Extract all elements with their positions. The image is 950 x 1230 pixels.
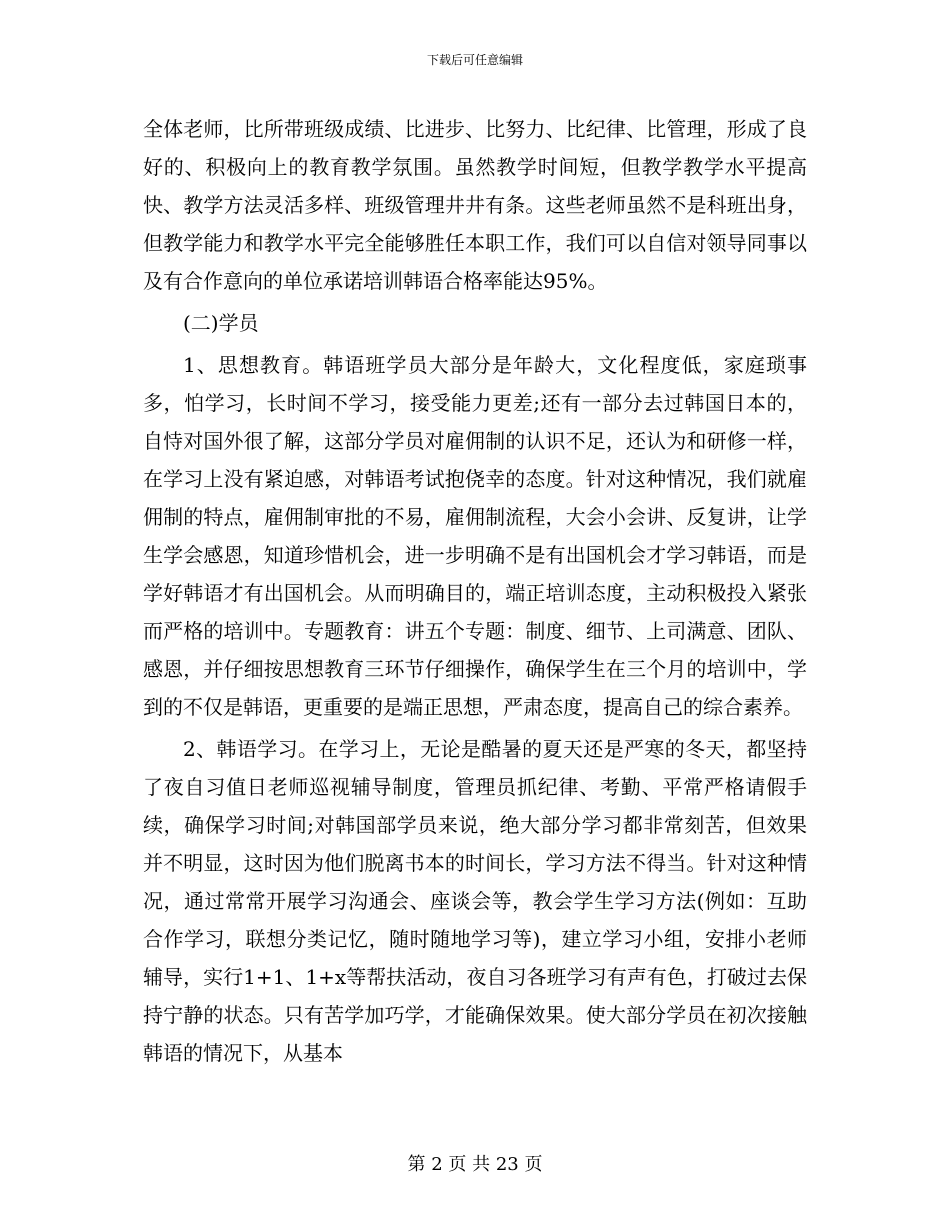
paragraph-ideological-education: 1、思想教育。韩语班学员大部分是年龄大，文化程度低，家庭琐事多，怕学习，长时间不学习，接受能力更差;还有一部分去过韩国日本的，自恃对国外很了解，这部分学员对雇佣制的认识不足，还认为和研修一样，在学习上没有紧迫感，对韩语考试抱侥幸的态度。针对这种情况，我们就雇佣制的特点，雇佣制审批的不易，雇佣制流程，大会小会讲、反复讲，让学生学会感恩，知道珍惜机会，进一步明确不是有出国机会才学习韩语，而是学好韩语才有出国机会。从而明确目的，端正培训态度，主动积极投入紧张而严格的培训中。专题教育：讲五个专题：制度、细节、上司满意、团队、感恩，并仔细按思想教育三环节仔细操作，确保学生在三个月的培训中，学到的不仅是韩语，更重要的是端正思想，严肃态度，提高自己的综合素养。 (143, 353, 807, 719)
page-footer: 第 2 页 共 23 页 (407, 1154, 543, 1175)
paragraph-teachers: 全体老师，比所带班级成绩、比进步、比努力、比纪律、比管理，形成了良好的、积极向上的教育教学氛围。虽然教学时间短，但教学教学水平提高快、教学方法灵活多样、班级管理井井有条。这些老师虽然不是科班出身，但教学能力和教学水平完全能够胜任本职工作，我们可以自信对领导同事以及有合作意向的单位承诺培训韩语合格率能达95%。 (143, 117, 807, 293)
document-body (143, 110, 807, 1072)
paragraph-korean-study: 2、韩语学习。在学习上，无论是酷暑的夏天还是严寒的冬天，都坚持了夜自习值日老师巡视辅导制度，管理员抓纪律、考勤、平常严格请假手续，确保学习时间;对韩国部学员来说，绝大部分学习都非常刻苦，但效果并不明显，这时因为他们脱离书本的时间长，学习方法不得当。针对这种情况，通过常常开展学习沟通会、座谈会等，教会学生学习方法(例如：互助合作学习，联想分类记忆，随时随地学习等)，建立学习小组，安排小老师辅导，实行1+1、1+x等帮扶活动，夜自习各班学习有声有色，打破过去保持宁静的状态。只有苦学加巧学，才能确保效果。使大部分学员在初次接触韩语的情况下，从基本 (143, 737, 807, 1065)
page-header: 下载后可任意编辑 (426, 53, 523, 67)
section-heading-students: (二)学员 (183, 311, 259, 335)
